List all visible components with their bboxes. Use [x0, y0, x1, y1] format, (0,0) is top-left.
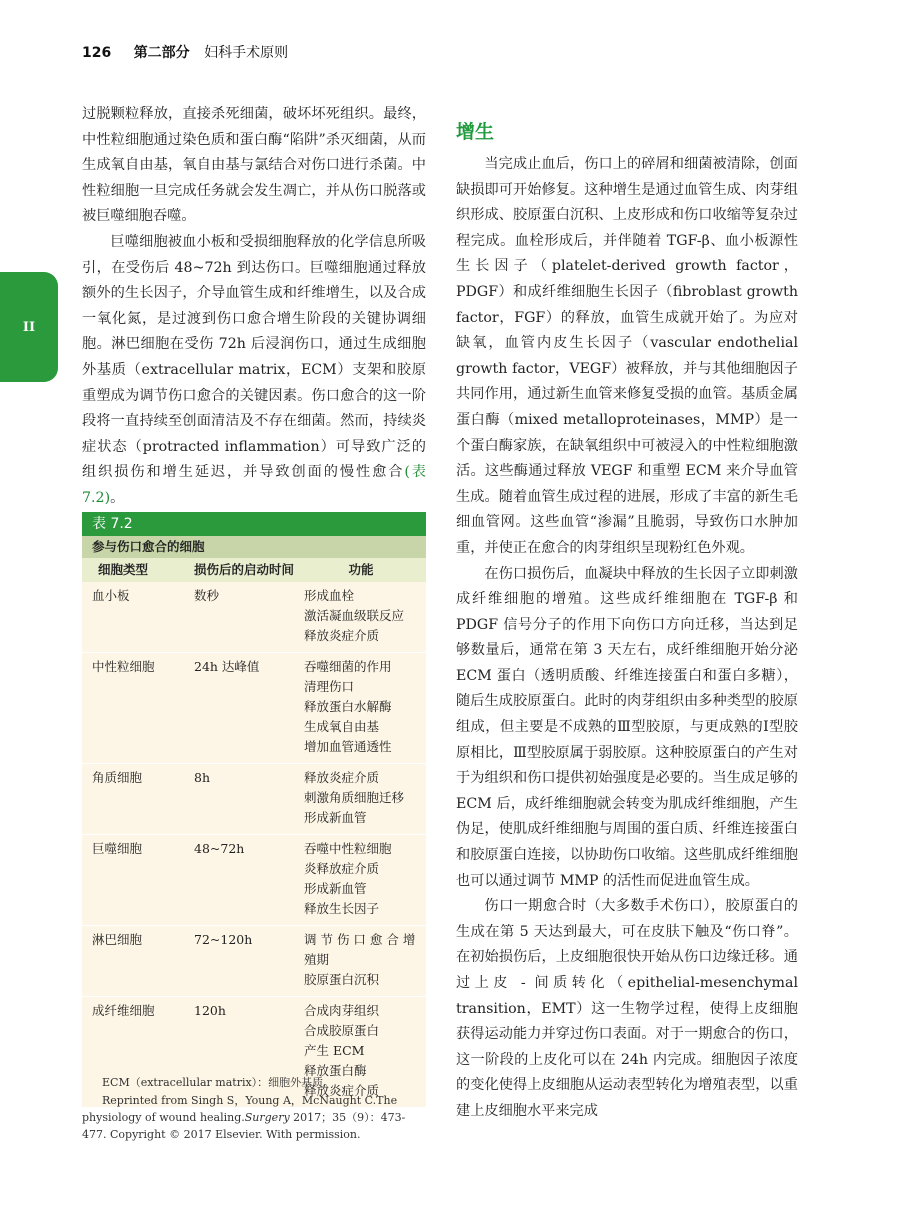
running-header [82, 42, 288, 62]
table-footnote: ECM（extracellular matrix）：细胞外基质。 [102, 1076, 335, 1089]
table-subtitle: 参与伤口愈合的细胞 [82, 536, 426, 558]
cell-type: 中性粒细胞 [92, 659, 155, 674]
cell-time: 数秒 [194, 588, 220, 603]
header-cell-time: 损伤后的启动时间 [194, 562, 295, 577]
cell-functions [304, 839, 426, 919]
cell-type: 血小板 [92, 588, 130, 603]
header-cell-function: 功能 [348, 562, 374, 577]
function-item: 形成血栓 [304, 588, 355, 603]
function-item: 释放蛋白酶 [304, 1063, 367, 1078]
table-7-2 [82, 512, 426, 1107]
table-row [82, 653, 426, 764]
header-cell-type: 细胞类型 [98, 562, 149, 577]
function-item: 吞噬中性粒细胞 [304, 841, 392, 856]
paragraph: 在伤口损伤后，血凝块中释放的生长因子立即刺激成纤维细胞的增殖。这些成纤维细胞在 TGF-β 和 PDGF 信号分子的作用下向伤口方向迁移，当达到足够数量后，通常在第 3 天左右，成纤维细胞开始分泌 ECM 蛋白（透明质酸、纤维连接蛋白和蛋白多糖），随后生成胶原蛋白。此时的肉芽组织由多种类型的胶原组成，但主要是不成熟的Ⅲ型胶原，与更成熟的Ⅰ型胶原相比，Ⅲ型胶原属于弱胶原。这种胶原蛋白的产生对于为组织和伤口提供初始强度是必要的。当生成足够的 ECM 后，成纤维细胞就会转变为肌成纤维细胞，产生伪足，使肌成纤维细胞与周围的蛋白质、纤维连接蛋白和胶原蛋白连接，以协助伤口收缩。这些肌成纤维细胞也可以通过调节 MMP 的活性而促进血管生成。 [456, 565, 798, 889]
paragraph: 伤口一期愈合时（大多数手术伤口），胶原蛋白的生成在第 5 天达到最大，可在皮肤下触及“伤口脊”。在初始损伤后，上皮细胞很快开始从伤口边缘迁移。通过上皮 - 间质转化（epithelial-mesenchymal transition，EMT）这一生物学过程，使得上皮细胞获得运动能力并穿过伤口表面。对于一期愈合的伤口，这一阶段的上皮化可以在 24h 内完成。细胞因子浓度的变化使得上皮细胞从运动表型转化为增殖表型，以重建上皮细胞水平来完成 [456, 898, 798, 1119]
cell-type: 成纤维细胞 [92, 1003, 155, 1018]
function-item: 释放生长因子 [304, 901, 380, 916]
table-row [82, 926, 426, 997]
right-column [456, 152, 798, 1125]
section-heading: 增生 [456, 121, 495, 143]
function-item: 合成肉芽组织 [304, 1003, 380, 1018]
table-row [82, 582, 426, 653]
function-item: 胶原蛋白沉积 [304, 972, 380, 987]
section-tab-label: II [22, 319, 36, 335]
function-item: 产生 ECM [304, 1043, 365, 1058]
paragraph: 巨噬细胞被血小板和受损细胞释放的化学信息所吸引，在受伤后 48~72h 到达伤口。巨噬细胞通过释放额外的生长因子，介导血管生成和纤维增生，以及合成一氧化氮，是过渡到伤口愈合增生阶段的关键协调细胞。淋巴细胞在受伤 72h 后浸润伤口，通过生成细胞外基质（extracellular matrix，ECM）支架和胶原重塑成为调节伤口愈合的关键因素。伤口愈合的这一阶段将一直持续至创面清洁及不存在细菌。然而，持续炎症状态（protracted inflammation）可导致广泛的组织损伤和增生延迟，并导致创面的慢性愈合(表 7.2)。 [82, 233, 426, 506]
paragraph: 过脱颗粒释放，直接杀死细菌，破坏坏死组织。最终，中性粒细胞通过染色质和蛋白酶“陷阱”杀灭细菌，从而生成氧自由基，氧自由基与氯结合对伤口进行杀菌。中性粒细胞一旦完成任务就会发生凋亡，并从伤口脱落或被巨噬细胞吞噬。 [82, 106, 426, 225]
function-item: 形成新血管 [304, 810, 367, 825]
cell-type: 巨噬细胞 [92, 841, 143, 856]
chapter-title: 妇科手术原则 [204, 45, 289, 61]
cell-functions [304, 930, 426, 990]
cell-type: 角质细胞 [92, 770, 143, 785]
paragraph: 当完成止血后，伤口上的碎屑和细菌被清除，创面缺损即可开始修复。这种增生是通过血管生成、肉芽组织形成、胶原蛋白沉积、上皮形成和伤口收缩等复杂过程完成。血栓形成后，并伴随着 TGF-β、血小板源性生长因子（platelet-derived growth factor，PDGF）和成纤维细胞生长因子（fibroblast growth factor，FGF）的释放，血管生成就开始了。为应对缺氧，血管内皮生长因子（vascular endothelial growth factor，VEGF）被释放，并与其他细胞因子共同作用，通过新生血管来修复受损的血管。基质金属蛋白酶（mixed metalloproteinases，MMP）是一个蛋白酶家族，在缺氧组织中可被浸入的中性粒细胞激活。这些酶通过释放 VEGF 和重塑 ECM 来介导血管生成。随着血管生成过程的进展，形成了丰富的新生毛细血管网。这些血管“渗漏”且脆弱，导致伤口水肿加重，并使正在愈合的肉芽组织呈现粉红色外观。 [456, 156, 798, 556]
cell-functions [304, 657, 426, 757]
function-item: 释放炎症介质 [304, 1083, 380, 1098]
section-tab [0, 272, 58, 382]
function-item: 增加血管通透性 [304, 739, 392, 754]
function-item: 生成氧自由基 [304, 719, 380, 734]
cell-time: 72~120h [194, 932, 253, 947]
table-label: 表 7.2 [82, 512, 426, 536]
cell-time: 120h [194, 1003, 226, 1018]
function-item: 刺激角质细胞迁移 [304, 790, 405, 805]
function-item: 殖期 [304, 952, 330, 967]
cell-type: 淋巴细胞 [92, 932, 143, 947]
function-item: 炎释放症介质 [304, 861, 380, 876]
function-item: 释放炎症介质 [304, 628, 380, 643]
table-source: Reprinted from Singh S，Young A，McNaught C.The physiology of wound healing.Surgery 2017；35（9）：473-477. Copyright © 2017 Elsevier. With permission. [82, 1094, 406, 1141]
cell-time: 48~72h [194, 841, 245, 856]
function-item: 释放炎症介质 [304, 770, 380, 785]
cell-functions [304, 768, 426, 828]
table-body [82, 582, 426, 1107]
function-item: 释放蛋白水解酶 [304, 699, 392, 714]
table-row [82, 835, 426, 926]
table-row [82, 764, 426, 835]
function-item: 吞噬细菌的作用 [304, 659, 392, 674]
function-item: 形成新血管 [304, 881, 367, 896]
cell-time: 8h [194, 770, 211, 785]
function-item: 调 节 伤 口 愈 合 增 [304, 932, 416, 947]
left-column [82, 102, 426, 512]
part-label: 第二部分 [133, 45, 190, 61]
function-item: 合成胶原蛋白 [304, 1023, 380, 1038]
table-reference-link[interactable]: (表 7.2) [82, 464, 426, 506]
page-number: 126 [82, 45, 112, 61]
function-item: 激活凝血级联反应 [304, 608, 405, 623]
table-header-row [82, 558, 426, 582]
cell-functions [304, 586, 426, 646]
function-item: 清理伤口 [304, 679, 355, 694]
cell-time: 24h 达峰值 [194, 659, 260, 674]
